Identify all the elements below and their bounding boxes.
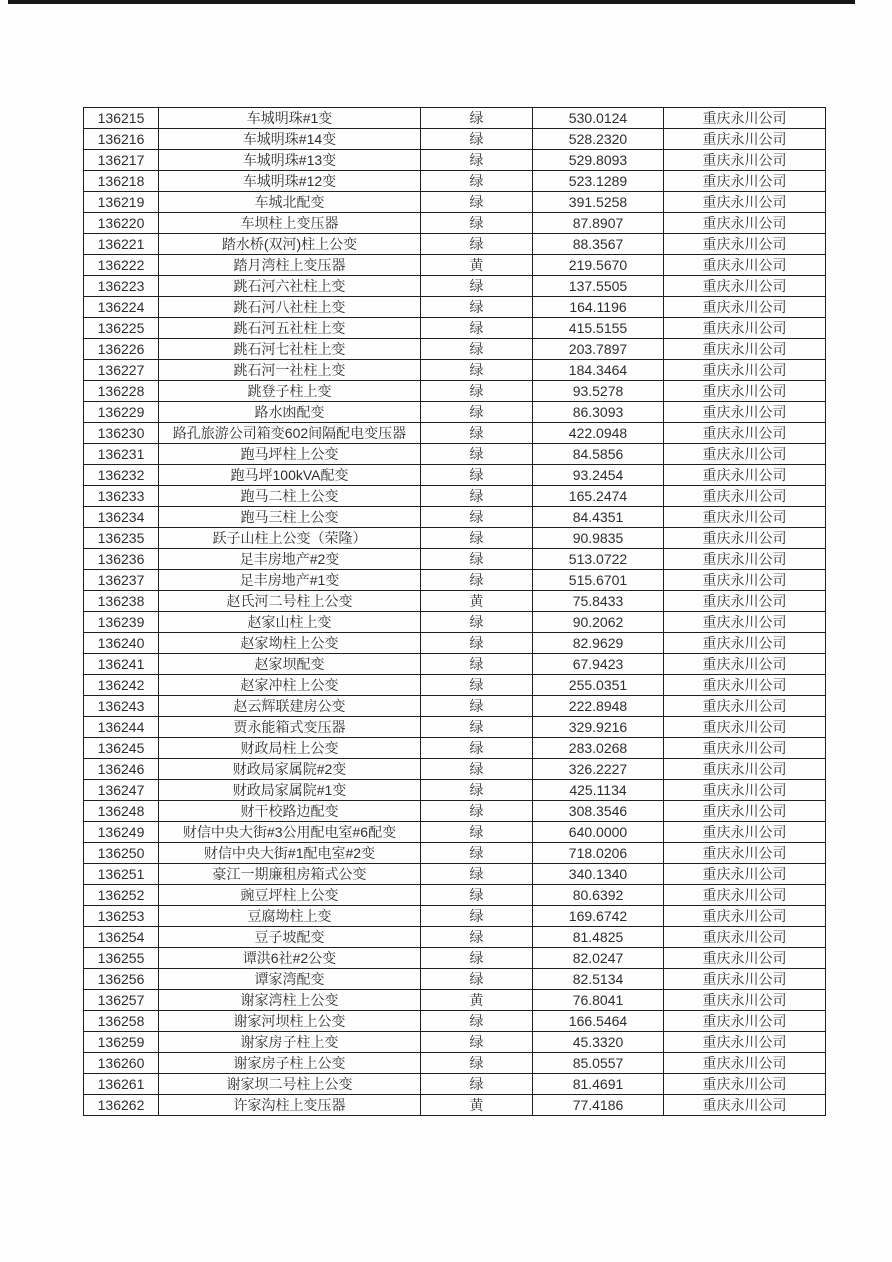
cell-status: 绿 [421, 1011, 533, 1032]
cell-status: 绿 [421, 801, 533, 822]
cell-company: 重庆永川公司 [664, 255, 826, 276]
cell-equipment-name: 财信中央大街#1配电室#2变 [159, 843, 421, 864]
table-row [84, 171, 826, 192]
cell-equipment-id: 136221 [84, 234, 159, 255]
cell-equipment-name: 足丰房地产#1变 [159, 570, 421, 591]
cell-company: 重庆永川公司 [664, 339, 826, 360]
cell-equipment-name: 跃子山柱上公变（荣隆） [159, 528, 421, 549]
table-row [84, 759, 826, 780]
cell-status: 绿 [421, 192, 533, 213]
table-row [84, 423, 826, 444]
cell-company: 重庆永川公司 [664, 444, 826, 465]
cell-equipment-name: 车城明珠#12变 [159, 171, 421, 192]
cell-equipment-id: 136242 [84, 675, 159, 696]
cell-company: 重庆永川公司 [664, 843, 826, 864]
cell-company: 重庆永川公司 [664, 171, 826, 192]
cell-equipment-id: 136256 [84, 969, 159, 990]
cell-value: 84.4351 [533, 507, 664, 528]
cell-status: 绿 [421, 381, 533, 402]
cell-company: 重庆永川公司 [664, 612, 826, 633]
cell-company: 重庆永川公司 [664, 654, 826, 675]
cell-status: 绿 [421, 1032, 533, 1053]
cell-status: 绿 [421, 549, 533, 570]
cell-equipment-name: 足丰房地产#2变 [159, 549, 421, 570]
cell-status: 绿 [421, 1074, 533, 1095]
cell-status: 绿 [421, 906, 533, 927]
table-row [84, 570, 826, 591]
cell-equipment-name: 贾永能箱式变压器 [159, 717, 421, 738]
cell-status: 绿 [421, 780, 533, 801]
cell-equipment-name: 跳石河七社柱上变 [159, 339, 421, 360]
table-row [84, 969, 826, 990]
cell-equipment-id: 136239 [84, 612, 159, 633]
cell-company: 重庆永川公司 [664, 213, 826, 234]
cell-company: 重庆永川公司 [664, 717, 826, 738]
cell-equipment-name: 跳登子柱上变 [159, 381, 421, 402]
cell-equipment-name: 财政局家属院#1变 [159, 780, 421, 801]
cell-status: 绿 [421, 633, 533, 654]
cell-status: 绿 [421, 465, 533, 486]
table-row [84, 675, 826, 696]
table-row [84, 360, 826, 381]
cell-company: 重庆永川公司 [664, 675, 826, 696]
cell-equipment-name: 路水凼配变 [159, 402, 421, 423]
cell-equipment-name: 财干校路边配变 [159, 801, 421, 822]
cell-status: 黄 [421, 255, 533, 276]
cell-equipment-id: 136253 [84, 906, 159, 927]
table-row [84, 402, 826, 423]
cell-status: 绿 [421, 444, 533, 465]
cell-equipment-id: 136261 [84, 1074, 159, 1095]
table-row [84, 297, 826, 318]
cell-equipment-name: 车城明珠#1变 [159, 108, 421, 129]
cell-value: 86.3093 [533, 402, 664, 423]
cell-equipment-id: 136262 [84, 1095, 159, 1116]
cell-company: 重庆永川公司 [664, 633, 826, 654]
table-row [84, 213, 826, 234]
cell-equipment-name: 踏月湾柱上变压器 [159, 255, 421, 276]
cell-status: 绿 [421, 675, 533, 696]
cell-equipment-name: 豌豆坪柱上公变 [159, 885, 421, 906]
cell-company: 重庆永川公司 [664, 528, 826, 549]
equipment-table-body [84, 108, 826, 1116]
cell-equipment-name: 谭家湾配变 [159, 969, 421, 990]
cell-value: 80.6392 [533, 885, 664, 906]
cell-equipment-id: 136231 [84, 444, 159, 465]
table-row [84, 990, 826, 1011]
cell-company: 重庆永川公司 [664, 885, 826, 906]
table-row [84, 444, 826, 465]
cell-value: 85.0557 [533, 1053, 664, 1074]
cell-equipment-id: 136225 [84, 318, 159, 339]
table-row [84, 780, 826, 801]
cell-value: 81.4691 [533, 1074, 664, 1095]
cell-equipment-id: 136229 [84, 402, 159, 423]
cell-status: 绿 [421, 738, 533, 759]
table-row [84, 717, 826, 738]
cell-status: 绿 [421, 360, 533, 381]
cell-equipment-id: 136240 [84, 633, 159, 654]
cell-equipment-id: 136246 [84, 759, 159, 780]
cell-status: 绿 [421, 1053, 533, 1074]
table-row [84, 108, 826, 129]
cell-company: 重庆永川公司 [664, 1074, 826, 1095]
cell-company: 重庆永川公司 [664, 696, 826, 717]
cell-equipment-name: 路孔旅游公司箱变602间隔配电变压器 [159, 423, 421, 444]
cell-company: 重庆永川公司 [664, 549, 826, 570]
cell-value: 422.0948 [533, 423, 664, 444]
cell-value: 513.0722 [533, 549, 664, 570]
cell-status: 绿 [421, 717, 533, 738]
cell-value: 308.3546 [533, 801, 664, 822]
table-row [84, 465, 826, 486]
cell-value: 88.3567 [533, 234, 664, 255]
cell-equipment-name: 豆子坡配变 [159, 927, 421, 948]
cell-equipment-id: 136255 [84, 948, 159, 969]
cell-company: 重庆永川公司 [664, 507, 826, 528]
cell-equipment-name: 财信中央大街#3公用配电室#6配变 [159, 822, 421, 843]
cell-equipment-id: 136227 [84, 360, 159, 381]
cell-equipment-id: 136233 [84, 486, 159, 507]
cell-equipment-name: 谢家房子柱上变 [159, 1032, 421, 1053]
cell-equipment-id: 136257 [84, 990, 159, 1011]
cell-equipment-name: 谢家河坝柱上公变 [159, 1011, 421, 1032]
cell-company: 重庆永川公司 [664, 906, 826, 927]
cell-value: 391.5258 [533, 192, 664, 213]
cell-company: 重庆永川公司 [664, 990, 826, 1011]
cell-status: 绿 [421, 339, 533, 360]
cell-equipment-id: 136254 [84, 927, 159, 948]
table-row [84, 1095, 826, 1116]
cell-equipment-id: 136252 [84, 885, 159, 906]
table-row [84, 129, 826, 150]
table-row [84, 864, 826, 885]
cell-value: 166.5464 [533, 1011, 664, 1032]
cell-company: 重庆永川公司 [664, 297, 826, 318]
cell-company: 重庆永川公司 [664, 1011, 826, 1032]
cell-value: 203.7897 [533, 339, 664, 360]
cell-equipment-name: 谢家坝二号柱上公变 [159, 1074, 421, 1095]
cell-equipment-id: 136220 [84, 213, 159, 234]
cell-company: 重庆永川公司 [664, 360, 826, 381]
cell-equipment-name: 车城明珠#13变 [159, 150, 421, 171]
cell-equipment-name: 谢家湾柱上公变 [159, 990, 421, 1011]
cell-company: 重庆永川公司 [664, 738, 826, 759]
cell-status: 绿 [421, 654, 533, 675]
cell-status: 绿 [421, 948, 533, 969]
cell-equipment-name: 财政局柱上公变 [159, 738, 421, 759]
cell-company: 重庆永川公司 [664, 780, 826, 801]
table-row [84, 234, 826, 255]
cell-equipment-id: 136230 [84, 423, 159, 444]
cell-status: 绿 [421, 318, 533, 339]
cell-equipment-id: 136258 [84, 1011, 159, 1032]
cell-value: 329.9216 [533, 717, 664, 738]
cell-equipment-name: 车城明珠#14变 [159, 129, 421, 150]
cell-value: 82.5134 [533, 969, 664, 990]
cell-equipment-name: 赵家山柱上变 [159, 612, 421, 633]
cell-equipment-id: 136219 [84, 192, 159, 213]
cell-equipment-id: 136235 [84, 528, 159, 549]
table-row [84, 276, 826, 297]
cell-value: 90.2062 [533, 612, 664, 633]
equipment-table [83, 107, 826, 1116]
cell-equipment-id: 136238 [84, 591, 159, 612]
cell-equipment-name: 跑马坪100kVA配变 [159, 465, 421, 486]
cell-equipment-id: 136224 [84, 297, 159, 318]
cell-company: 重庆永川公司 [664, 381, 826, 402]
table-row [84, 822, 826, 843]
cell-value: 77.4186 [533, 1095, 664, 1116]
cell-value: 67.9423 [533, 654, 664, 675]
cell-equipment-id: 136251 [84, 864, 159, 885]
cell-equipment-name: 赵家坝配变 [159, 654, 421, 675]
cell-value: 75.8433 [533, 591, 664, 612]
cell-equipment-id: 136241 [84, 654, 159, 675]
cell-company: 重庆永川公司 [664, 192, 826, 213]
cell-value: 84.5856 [533, 444, 664, 465]
table-row [84, 801, 826, 822]
cell-equipment-name: 赵家坳柱上公变 [159, 633, 421, 654]
cell-equipment-name: 跑马坪柱上公变 [159, 444, 421, 465]
cell-value: 87.8907 [533, 213, 664, 234]
cell-equipment-id: 136222 [84, 255, 159, 276]
cell-value: 82.9629 [533, 633, 664, 654]
cell-company: 重庆永川公司 [664, 129, 826, 150]
cell-status: 绿 [421, 969, 533, 990]
cell-company: 重庆永川公司 [664, 948, 826, 969]
cell-company: 重庆永川公司 [664, 969, 826, 990]
cell-status: 黄 [421, 990, 533, 1011]
table-row [84, 1032, 826, 1053]
cell-equipment-name: 赵氏河二号柱上公变 [159, 591, 421, 612]
cell-status: 绿 [421, 927, 533, 948]
cell-equipment-id: 136218 [84, 171, 159, 192]
cell-status: 绿 [421, 612, 533, 633]
cell-status: 绿 [421, 759, 533, 780]
cell-equipment-id: 136260 [84, 1053, 159, 1074]
cell-value: 529.8093 [533, 150, 664, 171]
cell-value: 93.5278 [533, 381, 664, 402]
cell-status: 绿 [421, 129, 533, 150]
cell-value: 165.2474 [533, 486, 664, 507]
cell-company: 重庆永川公司 [664, 402, 826, 423]
scan-edge-artifact [8, 0, 855, 4]
cell-company: 重庆永川公司 [664, 927, 826, 948]
table-row [84, 150, 826, 171]
cell-status: 绿 [421, 822, 533, 843]
cell-status: 绿 [421, 276, 533, 297]
cell-equipment-name: 踏水桥(双河)柱上公变 [159, 234, 421, 255]
cell-equipment-name: 赵家冲柱上公变 [159, 675, 421, 696]
cell-company: 重庆永川公司 [664, 801, 826, 822]
cell-status: 绿 [421, 843, 533, 864]
cell-status: 绿 [421, 108, 533, 129]
cell-status: 绿 [421, 507, 533, 528]
table-row [84, 486, 826, 507]
table-row [84, 591, 826, 612]
cell-value: 255.0351 [533, 675, 664, 696]
cell-status: 绿 [421, 885, 533, 906]
cell-company: 重庆永川公司 [664, 108, 826, 129]
cell-equipment-name: 赵云辉联建房公变 [159, 696, 421, 717]
cell-value: 76.8041 [533, 990, 664, 1011]
table-row [84, 339, 826, 360]
cell-equipment-name: 车坝柱上变压器 [159, 213, 421, 234]
cell-equipment-name: 车城北配变 [159, 192, 421, 213]
cell-value: 718.0206 [533, 843, 664, 864]
table-row [84, 507, 826, 528]
cell-company: 重庆永川公司 [664, 423, 826, 444]
cell-value: 283.0268 [533, 738, 664, 759]
cell-status: 绿 [421, 213, 533, 234]
table-row [84, 696, 826, 717]
table-row [84, 1053, 826, 1074]
table-row [84, 654, 826, 675]
cell-value: 93.2454 [533, 465, 664, 486]
cell-equipment-id: 136245 [84, 738, 159, 759]
cell-company: 重庆永川公司 [664, 234, 826, 255]
cell-equipment-name: 豪江一期廉租房箱式公变 [159, 864, 421, 885]
cell-value: 326.2227 [533, 759, 664, 780]
cell-company: 重庆永川公司 [664, 1032, 826, 1053]
cell-equipment-id: 136226 [84, 339, 159, 360]
cell-value: 222.8948 [533, 696, 664, 717]
cell-company: 重庆永川公司 [664, 276, 826, 297]
cell-equipment-name: 跳石河五社柱上变 [159, 318, 421, 339]
cell-value: 90.9835 [533, 528, 664, 549]
cell-equipment-name: 豆腐坳柱上变 [159, 906, 421, 927]
cell-equipment-id: 136223 [84, 276, 159, 297]
cell-equipment-name: 跑马二柱上公变 [159, 486, 421, 507]
cell-value: 45.3320 [533, 1032, 664, 1053]
cell-company: 重庆永川公司 [664, 864, 826, 885]
table-row [84, 948, 826, 969]
table-row [84, 192, 826, 213]
table-row [84, 843, 826, 864]
table-row [84, 1074, 826, 1095]
cell-value: 340.1340 [533, 864, 664, 885]
table-row [84, 633, 826, 654]
table-row [84, 1011, 826, 1032]
cell-equipment-name: 跳石河八社柱上变 [159, 297, 421, 318]
cell-equipment-id: 136243 [84, 696, 159, 717]
table-row [84, 255, 826, 276]
cell-equipment-name: 跑马三柱上公变 [159, 507, 421, 528]
cell-status: 绿 [421, 528, 533, 549]
cell-value: 640.0000 [533, 822, 664, 843]
cell-equipment-name: 跳石河六社柱上变 [159, 276, 421, 297]
cell-value: 523.1289 [533, 171, 664, 192]
table-row [84, 885, 826, 906]
cell-value: 425.1134 [533, 780, 664, 801]
cell-equipment-name: 许家沟柱上变压器 [159, 1095, 421, 1116]
cell-value: 137.5505 [533, 276, 664, 297]
cell-equipment-id: 136247 [84, 780, 159, 801]
cell-status: 绿 [421, 402, 533, 423]
cell-value: 82.0247 [533, 948, 664, 969]
cell-equipment-id: 136259 [84, 1032, 159, 1053]
table-row [84, 318, 826, 339]
cell-equipment-id: 136215 [84, 108, 159, 129]
cell-equipment-id: 136217 [84, 150, 159, 171]
cell-equipment-id: 136244 [84, 717, 159, 738]
cell-status: 绿 [421, 570, 533, 591]
table-row [84, 549, 826, 570]
cell-company: 重庆永川公司 [664, 591, 826, 612]
cell-company: 重庆永川公司 [664, 1095, 826, 1116]
table-row [84, 927, 826, 948]
cell-equipment-id: 136236 [84, 549, 159, 570]
cell-equipment-id: 136234 [84, 507, 159, 528]
table-row [84, 528, 826, 549]
cell-equipment-name: 谢家房子柱上公变 [159, 1053, 421, 1074]
table-row [84, 906, 826, 927]
cell-equipment-name: 财政局家属院#2变 [159, 759, 421, 780]
cell-status: 绿 [421, 297, 533, 318]
table-row [84, 612, 826, 633]
cell-equipment-id: 136248 [84, 801, 159, 822]
cell-company: 重庆永川公司 [664, 570, 826, 591]
cell-company: 重庆永川公司 [664, 465, 826, 486]
cell-equipment-id: 136237 [84, 570, 159, 591]
cell-status: 绿 [421, 486, 533, 507]
cell-status: 黄 [421, 1095, 533, 1116]
table-row [84, 738, 826, 759]
cell-company: 重庆永川公司 [664, 150, 826, 171]
cell-equipment-name: 谭洪6社#2公变 [159, 948, 421, 969]
cell-status: 黄 [421, 591, 533, 612]
cell-status: 绿 [421, 696, 533, 717]
cell-value: 164.1196 [533, 297, 664, 318]
table-row [84, 381, 826, 402]
cell-equipment-name: 跳石河一社柱上变 [159, 360, 421, 381]
cell-value: 415.5155 [533, 318, 664, 339]
cell-status: 绿 [421, 150, 533, 171]
cell-company: 重庆永川公司 [664, 759, 826, 780]
cell-value: 515.6701 [533, 570, 664, 591]
cell-value: 219.5670 [533, 255, 664, 276]
cell-equipment-id: 136250 [84, 843, 159, 864]
cell-status: 绿 [421, 864, 533, 885]
cell-value: 530.0124 [533, 108, 664, 129]
cell-equipment-id: 136216 [84, 129, 159, 150]
cell-value: 81.4825 [533, 927, 664, 948]
cell-status: 绿 [421, 171, 533, 192]
cell-company: 重庆永川公司 [664, 822, 826, 843]
cell-equipment-id: 136228 [84, 381, 159, 402]
cell-value: 184.3464 [533, 360, 664, 381]
cell-value: 169.6742 [533, 906, 664, 927]
cell-status: 绿 [421, 234, 533, 255]
cell-status: 绿 [421, 423, 533, 444]
cell-company: 重庆永川公司 [664, 318, 826, 339]
cell-company: 重庆永川公司 [664, 486, 826, 507]
cell-value: 528.2320 [533, 129, 664, 150]
cell-company: 重庆永川公司 [664, 1053, 826, 1074]
cell-equipment-id: 136249 [84, 822, 159, 843]
cell-equipment-id: 136232 [84, 465, 159, 486]
